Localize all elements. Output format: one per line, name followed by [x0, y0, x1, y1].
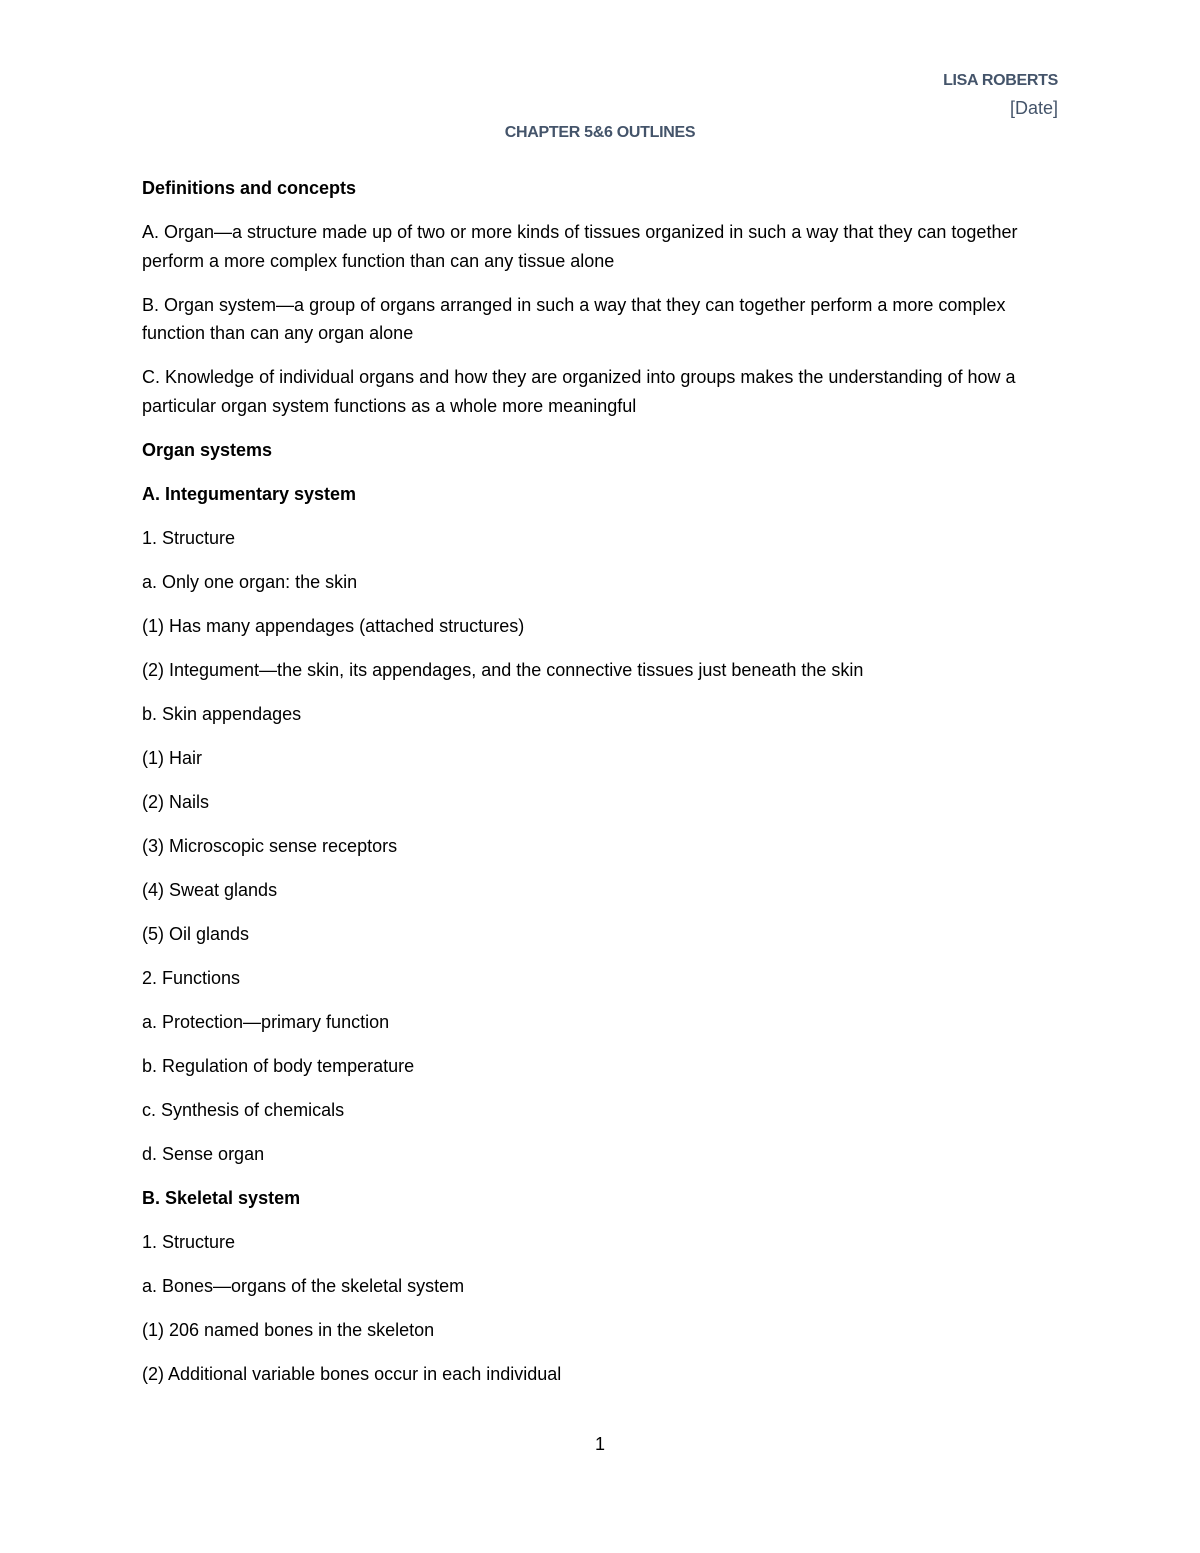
header-date: [Date] [1009, 98, 1058, 118]
document-title: CHAPTER 5&6 OUTLINES [504, 124, 696, 141]
definition-label: A. [142, 222, 160, 242]
definition-item [142, 363, 1052, 420]
outline-item: (2) Nails [142, 791, 210, 812]
subsection-heading: A. Integumentary system [142, 483, 357, 504]
definition-item [142, 218, 1052, 275]
outline-item: b. Skin appendages [142, 703, 302, 724]
definition-item [142, 291, 1052, 348]
outline-item: (4) Sweat glands [142, 879, 278, 900]
outline-item: a. Only one organ: the skin [142, 571, 358, 592]
outline-item: 2. Functions [142, 967, 241, 988]
page-number: 1 [594, 1434, 605, 1454]
outline-item: (2) Integument—the skin, its appendages, and the connective tissues just beneath the skin [142, 659, 864, 680]
outline-item: 1. Structure [142, 527, 236, 548]
outline-item: (1) 206 named bones in the skeleton [142, 1319, 435, 1340]
outline-item: c. Synthesis of chemicals [142, 1099, 345, 1120]
header-author: LISA ROBERTS [943, 72, 1058, 89]
outline-item: 1. Structure [142, 1231, 236, 1252]
definition-label: B. [142, 294, 160, 315]
definition-text: Organ system—a group of organs arranged in such a way that they can together perform a more complex function than can any organ alone [142, 294, 1006, 343]
outline-item: a. Protection—primary function [142, 1011, 390, 1032]
outline-item: (1) Hair [142, 747, 203, 768]
outline-item: (5) Oil glands [142, 923, 250, 944]
section-heading: Organ systems [142, 439, 273, 460]
outline-item: a. Bones—organs of the skeletal system [142, 1275, 465, 1296]
section-heading: Definitions and concepts [142, 178, 357, 198]
outline-item: (2) Additional variable bones occur in each individual [142, 1363, 562, 1384]
document-body [142, 174, 1052, 1404]
outline-item: (3) Microscopic sense receptors [142, 835, 398, 856]
subsection-heading: B. Skeletal system [142, 1187, 301, 1208]
definition-text: Knowledge of individual organs and how they are organized into groups makes the understanding of how a particular organ system functions as a whole more meaningful [142, 367, 1016, 416]
outline-item: (1) Has many appendages (attached structures) [142, 615, 525, 636]
definition-text: Organ—a structure made up of two or more kinds of tissues organized in such a way that they can together perform a more complex function than can any tissue alone [142, 222, 1018, 271]
outline-item: b. Regulation of body temperature [142, 1055, 415, 1076]
definition-label: C. [142, 367, 160, 387]
outline-item: d. Sense organ [142, 1143, 265, 1164]
